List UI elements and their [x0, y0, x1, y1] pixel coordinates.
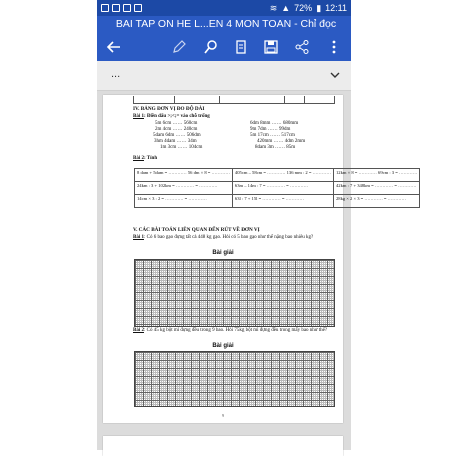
list-item: 3hm 4dam …… 34m — [154, 139, 197, 144]
list-item: 2m 4cm …… 240cm — [155, 127, 198, 132]
list-item: 5dam 6dm …… 506dm — [153, 133, 201, 138]
save-icon[interactable] — [260, 36, 282, 58]
table-fragment — [133, 96, 335, 104]
share-icon[interactable] — [291, 36, 313, 58]
table-row — [135, 182, 420, 195]
list-item: 5m 17cm …… 517cm — [250, 133, 295, 138]
table-cell: 8 dam + 5dam = ………… 56 dm × 8 = ………… — [135, 169, 233, 182]
table-cell: 63m – 14m : 7 = ………… = ………… — [232, 182, 333, 195]
table-cell: 12km × 8 = ………… 69cm : 3 = ………… — [333, 169, 419, 182]
document-viewport[interactable] — [97, 91, 418, 450]
problem-text: Bài 2: Có 45 kg bột mì đựng đều trong 9 bao. Hỏi 75kg bột mì đựng đều trong mấy bao như thế? — [133, 328, 328, 333]
exercise-heading: Bài 1: Điền dấu >;<;= vào chỗ trống — [133, 114, 210, 119]
section-title: IV. BẢNG ĐƠN VỊ ĐO ĐỘ DÀI — [133, 106, 205, 112]
toolbar — [97, 36, 351, 60]
list-item: 1m 3cm …… 104cm — [160, 145, 203, 150]
notification-icon — [101, 4, 109, 12]
solution-label: Bài giải — [212, 250, 234, 256]
problem-text: Bài 1: Có 6 bao gạo đựng tất cả 448 kg gạo. Hỏi có 5 bao gạo như thế nặng bao nhiêu kg? — [133, 235, 314, 240]
notification-icon — [134, 4, 142, 12]
exercise-heading: Bài 2: Tính — [133, 156, 158, 161]
table-row — [135, 169, 420, 182]
calculation-table — [134, 168, 420, 208]
page-number: 9 — [222, 413, 224, 418]
chevron-down-icon[interactable] — [329, 69, 341, 81]
notification-icon — [112, 4, 120, 12]
pages-icon[interactable] — [230, 36, 252, 58]
next-page — [103, 436, 343, 456]
table-cell: 28kg × 2 × 3 = ………… = ………… — [333, 195, 419, 208]
search-icon[interactable] — [200, 36, 222, 58]
table-cell: 24km : 3 + 102km = ………… = ………… — [135, 182, 233, 195]
notification-icon — [123, 4, 131, 12]
status-bar — [97, 0, 351, 16]
wifi-icon: ≋ — [269, 2, 278, 13]
battery-text: 72% — [294, 3, 313, 13]
more-icon[interactable] — [323, 36, 345, 58]
table-row — [135, 195, 420, 208]
list-item: 9m 7dm …… 99dm — [250, 127, 291, 132]
section-title: V. CÁC BÀI TOÁN LIÊN QUAN ĐẾN RÚT VỀ ĐƠN VỊ — [133, 227, 260, 233]
signal-icon: ▲ — [281, 3, 291, 13]
answer-grid — [134, 259, 335, 327]
find-bar[interactable] — [97, 61, 351, 91]
list-item: 420mm …… 4dm 2mm — [257, 139, 306, 144]
pen-icon[interactable] — [168, 36, 190, 58]
battery-icon: ▮ — [316, 2, 322, 13]
table-cell: 405cm – 58cm = ………… 136 mm : 2 = ………… — [232, 169, 333, 182]
list-item: 8dam 3m …… 85m — [255, 145, 296, 150]
app-bar — [97, 16, 351, 61]
table-cell: 63l : 7 + 15l = ………… = ………… — [232, 195, 333, 208]
clock: 12:11 — [325, 3, 347, 13]
answer-grid — [134, 351, 335, 407]
document-page — [103, 95, 418, 423]
back-arrow-icon[interactable] — [103, 36, 125, 58]
phone-screen — [97, 0, 418, 450]
list-item: 6dm 8mm …… 680mm — [250, 121, 299, 126]
table-cell: 14cm × 3 : 2 = ………… = ………… — [135, 195, 233, 208]
list-item: 5m 6cm …… 560cm — [155, 121, 198, 126]
find-bar-text: ... — [111, 68, 121, 80]
document-title: BAI TAP ON HE L...EN 4 MON TOAN - Chỉ đọc — [115, 18, 337, 30]
solution-label: Bài giải — [212, 343, 234, 349]
table-cell: 42km : 7 + 348km = ………… = ………… — [333, 182, 419, 195]
